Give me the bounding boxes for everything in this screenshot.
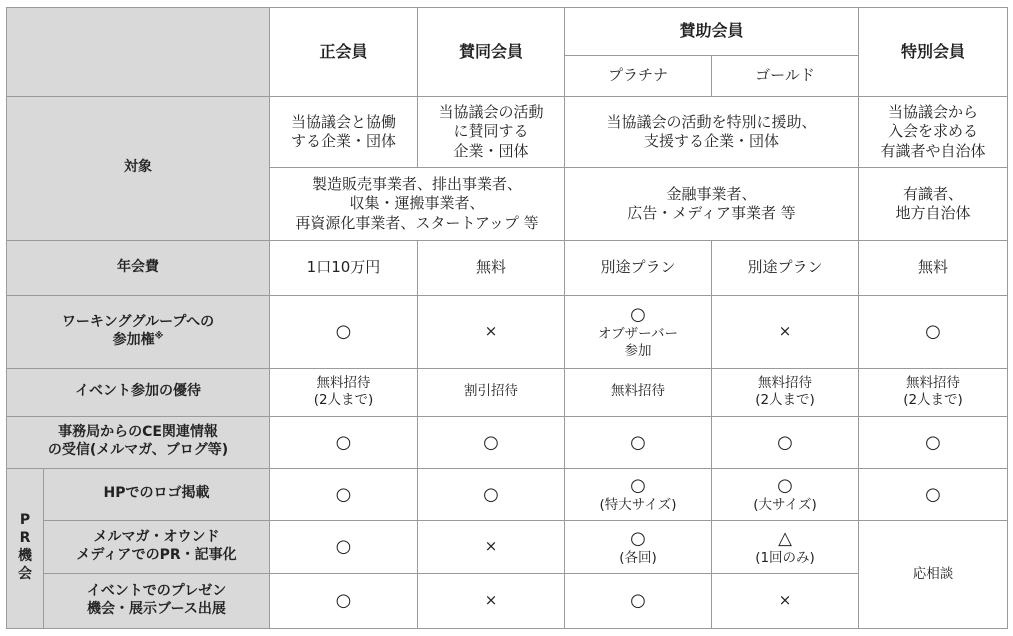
newsletter-supporting: × — [418, 520, 565, 573]
header-supporting-member: 賛同会員 — [418, 8, 565, 97]
row-label-annual-fee: 年会費 — [7, 240, 270, 295]
ce-gold: ○ — [712, 416, 859, 468]
presentation-platinum: ○ — [565, 573, 712, 628]
header-special-member: 特別会員 — [859, 8, 1008, 97]
ce-supporting: ○ — [418, 416, 565, 468]
ce-regular: ○ — [270, 416, 418, 468]
event-special: 無料招待 (2人まで) — [859, 368, 1008, 416]
pr-special-consult: 応相談 — [859, 520, 1008, 628]
pr-group-label: P R 機 会 — [7, 468, 44, 628]
presentation-regular: ○ — [270, 573, 418, 628]
header-sponsor-member: 賛助会員 — [565, 8, 859, 56]
event-regular: 無料招待 (2人まで) — [270, 368, 418, 416]
presentation-supporting: × — [418, 573, 565, 628]
row-label-logo: HPでのロゴ掲載 — [44, 468, 270, 520]
membership-benefits-table — [6, 7, 1008, 629]
presentation-gold: × — [712, 573, 859, 628]
wg-gold: × — [712, 295, 859, 368]
logo-supporting: ○ — [418, 468, 565, 520]
target-regular: 当協議会と協働 する企業・団体 — [270, 96, 418, 167]
target-sponsor: 当協議会の活動を特別に援助、 支援する企業・団体 — [565, 96, 859, 167]
wg-platinum: ○ オブザーバー 参加 — [565, 295, 712, 368]
wg-regular: ○ — [270, 295, 418, 368]
row-label-presentation: イベントでのプレゼン 機会・展示ブース出展 — [44, 573, 270, 628]
target-examples-regular-supporting: 製造販売事業者、排出事業者、 収集・運搬事業者、 再資源化事業者、スタートアップ 等 — [270, 168, 565, 241]
wg-supporting: × — [418, 295, 565, 368]
row-label-newsletter: メルマガ・オウンド メディアでのPR・記事化 — [44, 520, 270, 573]
ce-special: ○ — [859, 416, 1008, 468]
ce-platinum: ○ — [565, 416, 712, 468]
fee-supporting: 無料 — [418, 240, 565, 295]
logo-special: ○ — [859, 468, 1008, 520]
target-examples-sponsor: 金融事業者、 広告・メディア事業者 等 — [565, 168, 859, 241]
note-mark: ※ — [154, 331, 164, 342]
newsletter-platinum: ○ (各回) — [565, 520, 712, 573]
newsletter-regular: ○ — [270, 520, 418, 573]
header-platinum: プラチナ — [565, 56, 712, 97]
header-corner — [7, 8, 270, 97]
fee-special: 無料 — [859, 240, 1008, 295]
logo-gold: ○ (大サイズ) — [712, 468, 859, 520]
row-label-working-group: ワーキンググループへの 参加権※ — [7, 295, 270, 368]
event-platinum: 無料招待 — [565, 368, 712, 416]
row-label-event-priority: イベント参加の優待 — [7, 368, 270, 416]
event-gold: 無料招待 (2人まで) — [712, 368, 859, 416]
wg-special: ○ — [859, 295, 1008, 368]
row-label-target: 対象 — [7, 96, 270, 240]
target-examples-special: 有識者、 地方自治体 — [859, 168, 1008, 241]
row-label-ce-info: 事務局からのCE関連情報 の受信(メルマガ、ブログ等) — [7, 416, 270, 468]
logo-regular: ○ — [270, 468, 418, 520]
logo-platinum: ○ (特大サイズ) — [565, 468, 712, 520]
target-special: 当協議会から 入会を求める 有識者や自治体 — [859, 96, 1008, 167]
target-supporting: 当協議会の活動 に賛同する 企業・団体 — [418, 96, 565, 167]
header-gold: ゴールド — [712, 56, 859, 97]
fee-regular: 1口10万円 — [270, 240, 418, 295]
fee-platinum: 別途プラン — [565, 240, 712, 295]
newsletter-gold: △ (1回のみ) — [712, 520, 859, 573]
header-regular-member: 正会員 — [270, 8, 418, 97]
event-supporting: 割引招待 — [418, 368, 565, 416]
fee-gold: 別途プラン — [712, 240, 859, 295]
